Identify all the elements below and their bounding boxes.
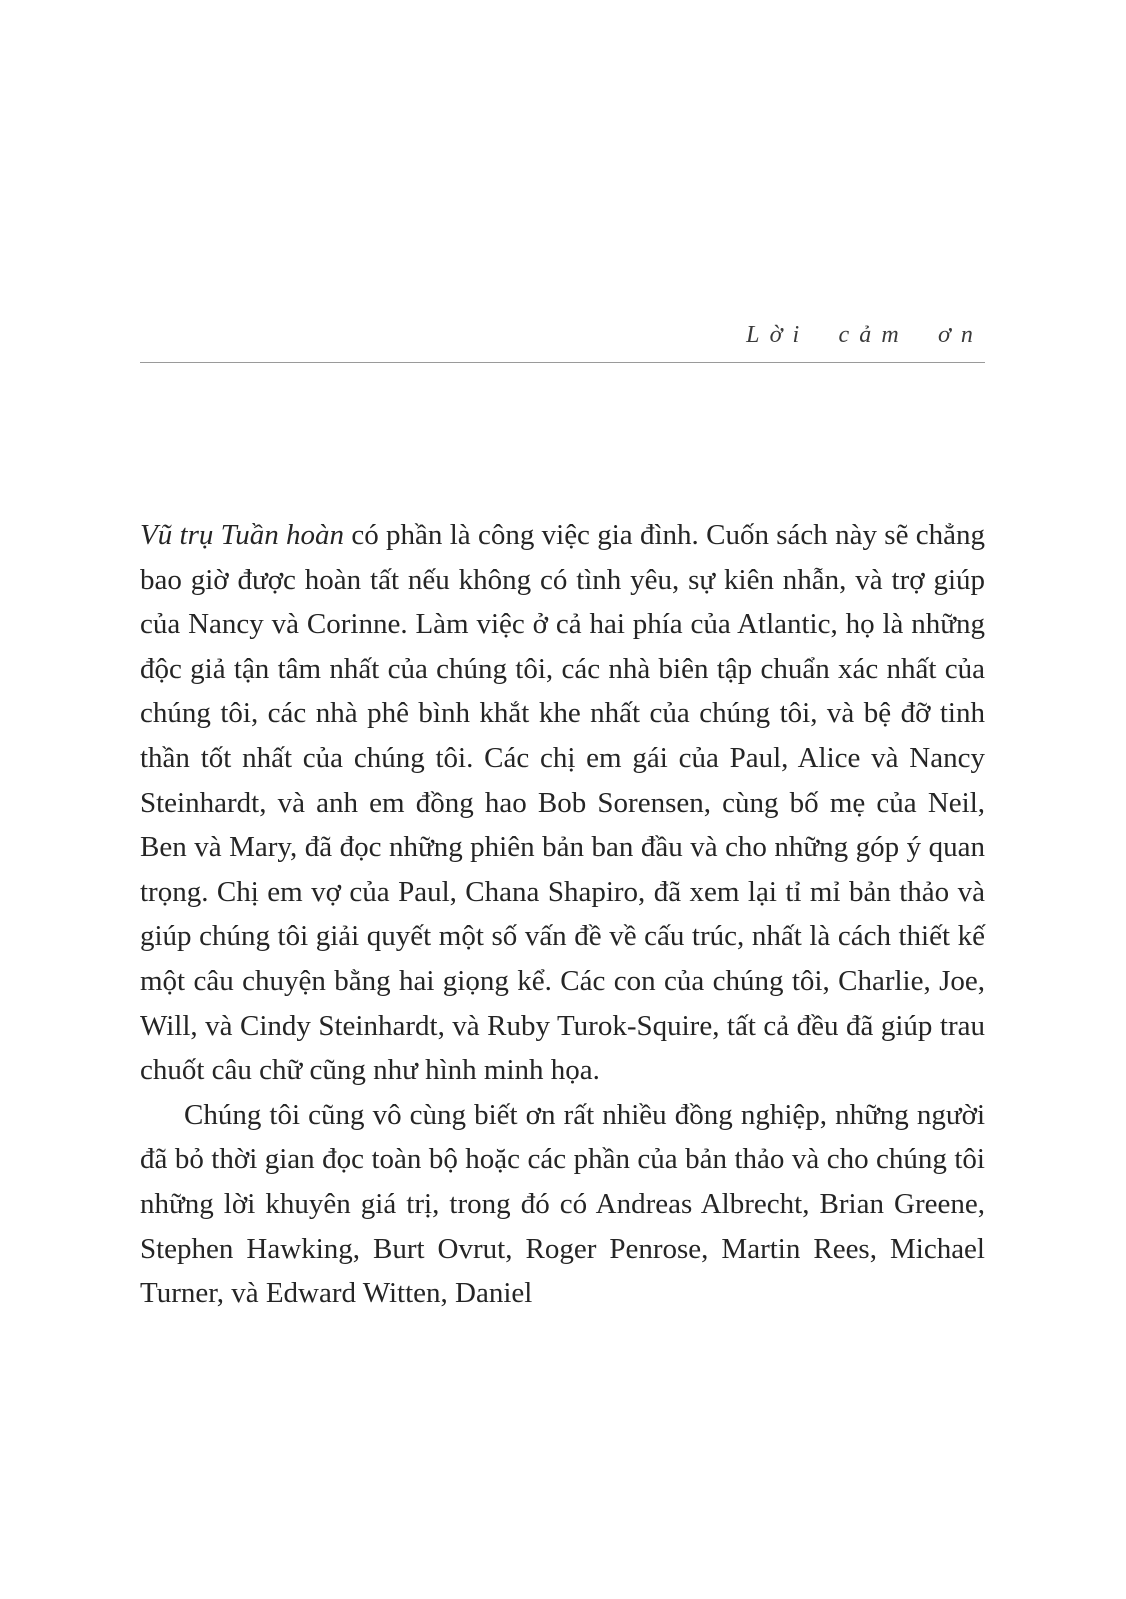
paragraph: [140, 1093, 985, 1316]
paragraph: [140, 513, 985, 1093]
running-header: [140, 322, 985, 363]
page-title: Lời cảm ơn: [746, 322, 983, 348]
header-rule: [140, 362, 985, 363]
paragraph-text: có phần là công việc gia đình. Cuốn sách này sẽ chẳng bao giờ được hoàn tất nếu không có tình yêu, sự kiên nhẫn, và trợ giúp của Nancy và Corinne. Làm việc ở cả hai phía của Atlantic, họ là những độc giả tận tâm nhất của chúng tôi, các nhà biên tập chuẩn xác nhất của chúng tôi, các nhà phê bình khắt khe nhất của chúng tôi, và bệ đỡ tinh thần tốt nhất của chúng tôi. Các chị em gái của Paul, Alice và Nancy Steinhardt, và anh em đồng hao Bob Sorensen, cùng bố mẹ của Neil, Ben và Mary, đã đọc những phiên bản ban đầu và cho những góp ý quan trọng. Chị em vợ của Paul, Chana Shapiro, đã xem lại tỉ mỉ bản thảo và giúp chúng tôi giải quyết một số vấn đề về cấu trúc, nhất là cách thiết kế một câu chuyện bằng hai giọng kể. Các con của chúng tôi, Charlie, Joe, Will, và Cindy Steinhardt, và Ruby Turok-Squire, tất cả đều đã giúp trau chuốt câu chữ cũng như hình minh họa.: [140, 519, 985, 1087]
book-title-italic: Vũ trụ Tuần hoàn: [140, 519, 345, 551]
paragraph-text: Chúng tôi cũng vô cùng biết ơn rất nhiều đồng nghiệp, những người đã bỏ thời gian đọc toàn bộ hoặc các phần của bản thảo và cho chúng tôi những lời khuyên giá trị, trong đó có Andreas Albrecht, Brian Greene, Stephen Hawking, Burt Ovrut, Roger Penrose, Martin Rees, Michael Turner, và Edward Witten, Daniel: [140, 1098, 985, 1310]
page-body: [140, 513, 985, 1316]
